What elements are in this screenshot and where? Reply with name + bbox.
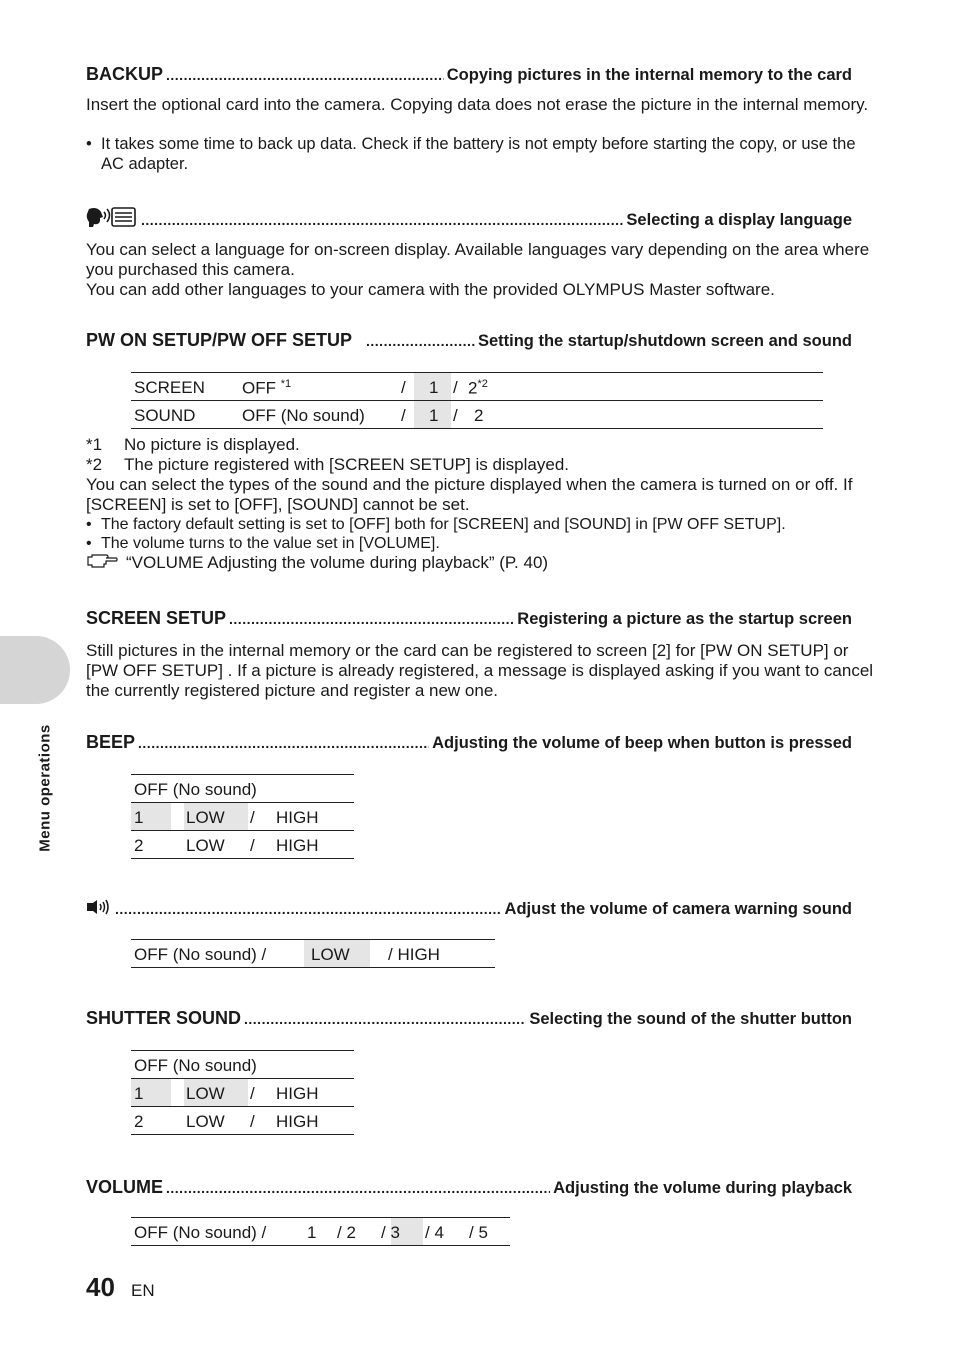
table-row: 2 LOW / HIGH: [131, 1107, 354, 1135]
pointing-hand-icon: [86, 553, 118, 569]
pw-setup-description: Setting the startup/shutdown screen and sound: [477, 332, 852, 350]
table-row: 2 LOW / HIGH: [131, 831, 354, 859]
warning-sound-heading: [86, 898, 852, 919]
side-label: Menu operations: [36, 724, 54, 852]
language-heading: [86, 206, 852, 230]
pw-setup-bullet-2: • The volume turns to the value set in [VOLUME].: [86, 534, 876, 554]
shutter-sound-description: Selecting the sound of the shutter button: [529, 1010, 852, 1028]
volume-table: [131, 1217, 510, 1246]
speaker-icon: [86, 898, 112, 919]
pw-setup-heading: [86, 330, 852, 351]
page-number: 40: [86, 1272, 115, 1302]
beep-description: Adjusting the volume of beep when button is pressed: [432, 734, 852, 752]
table-row: OFF (No sound): [131, 775, 354, 803]
backup-bullet: • It takes some time to back up data. Check if the battery is not empty before starting the copy, or use the AC adapter.: [86, 134, 876, 174]
screen-setup-paragraph: Still pictures in the internal memory or the card can be registered to screen [2] for [PW ON SETUP] or [PW OFF SETUP] . If a picture is already registered, a message is displayed asking if you want to cancel the currently registered picture and register a new one.: [86, 641, 874, 700]
footnote-1: No picture is displayed.: [124, 435, 300, 454]
screen-setup-description: Registering a picture as the startup screen: [517, 610, 852, 628]
backup-description: Copying pictures in the internal memory to the card: [446, 66, 852, 84]
table-row: OFF (No sound) / 1 / 2 / 3 / 4 / 5: [131, 1218, 510, 1246]
pw-setup-table: [131, 372, 823, 429]
screen-setup-title: SCREEN SETUP: [86, 608, 227, 628]
footnote-2: The picture registered with [SCREEN SETUP] is displayed.: [124, 455, 570, 474]
table-row: OFF (No sound) / LOW / HIGH: [131, 940, 495, 968]
warning-sound-table: [131, 939, 495, 968]
table-row: OFF (No sound): [131, 1051, 354, 1079]
language-paragraph-1: You can select a language for on-screen display. Available languages vary depending on the area where you purchased this camera.: [86, 240, 870, 279]
pw-setup-bullet-1: • The factory default setting is set to [OFF] both for [SCREEN] and [SOUND] in [PW OFF SETUP].: [86, 515, 876, 535]
shutter-sound-heading: [86, 1008, 852, 1029]
shutter-sound-table: [131, 1050, 354, 1135]
language-paragraph-2: You can add other languages to your camera with the provided OLYMPUS Master software.: [86, 280, 775, 299]
warning-sound-description: Adjust the volume of camera warning sound: [504, 900, 852, 918]
footnote-1-mark: *1: [86, 435, 103, 454]
beep-table: [131, 774, 354, 859]
footnote-2-mark: *2: [86, 455, 103, 474]
table-row: SOUND OFF (No sound) / 1 / 2: [131, 401, 823, 429]
pw-setup-paragraph: You can select the types of the sound and the picture displayed when the camera is turned on or off. If [SCREEN] is set to [OFF], [SOUND] cannot be set.: [86, 475, 853, 514]
table-row: SCREEN OFF $^{*1}$ / 1 / 2$^{*2}$: [131, 373, 823, 401]
table-row: 1 LOW / HIGH: [131, 1079, 354, 1107]
volume-description: Adjusting the volume during playback: [553, 1179, 852, 1197]
beep-title: BEEP: [86, 732, 136, 752]
chapter-tab: [0, 636, 70, 704]
volume-heading: [86, 1177, 852, 1198]
language-description: Selecting a display language: [626, 211, 852, 229]
backup-heading: [86, 64, 852, 85]
shutter-sound-title: SHUTTER SOUND: [86, 1008, 242, 1028]
reference-note: [86, 553, 548, 573]
beep-heading: [86, 732, 852, 753]
table-row: 1 LOW / HIGH: [131, 803, 354, 831]
language-icon: [86, 206, 138, 230]
screen-setup-heading: [86, 608, 852, 629]
backup-paragraph: Insert the optional card into the camera. Copying data does not erase the picture in the internal memory.: [86, 95, 869, 114]
backup-title: BACKUP: [86, 64, 164, 84]
pw-setup-title: PW ON SETUP/PW OFF SETUP: [86, 330, 353, 350]
reference-text: “VOLUME Adjusting the volume during playback” (P. 40): [126, 553, 549, 572]
language-code: EN: [131, 1281, 155, 1300]
volume-title: VOLUME: [86, 1177, 164, 1197]
